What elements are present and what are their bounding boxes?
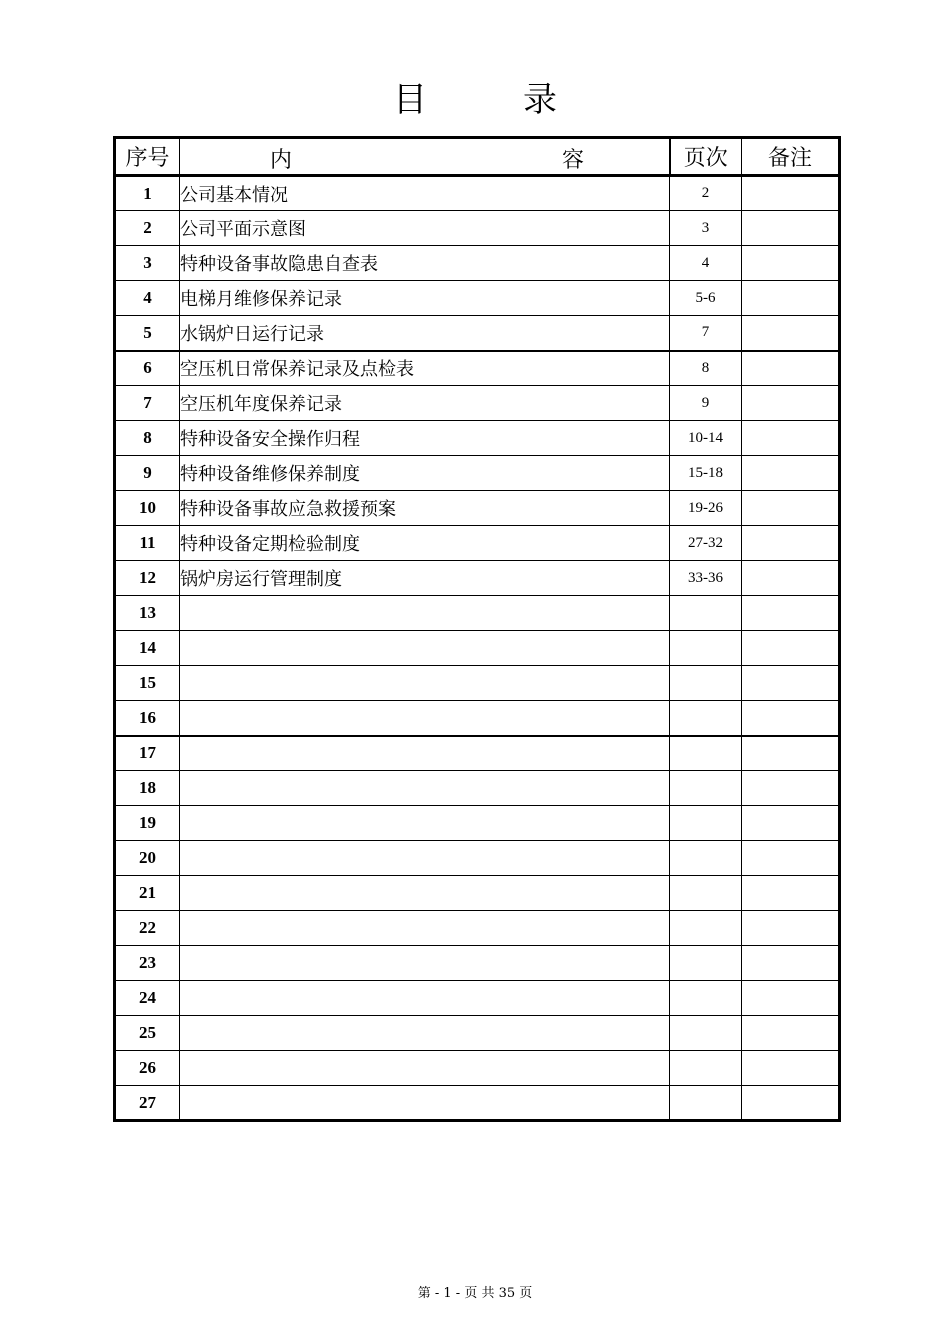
row-note [742, 596, 840, 631]
row-number: 20 [115, 841, 180, 876]
row-content: 特种设备事故应急救援预案 [180, 491, 670, 526]
row-note [742, 246, 840, 281]
table-row [115, 666, 840, 701]
table-row [115, 281, 840, 316]
page-footer: 第 - 1 - 页 共 35 页 [417, 1286, 533, 1301]
row-number: 24 [115, 981, 180, 1016]
row-note [742, 281, 840, 316]
row-content: 特种设备事故隐患自查表 [180, 246, 670, 281]
row-number: 5 [115, 316, 180, 351]
row-note [742, 491, 840, 526]
row-number: 11 [115, 526, 180, 561]
row-content: 公司平面示意图 [180, 211, 670, 246]
row-page: 10-14 [670, 421, 742, 456]
header-content [180, 138, 670, 176]
row-note [742, 666, 840, 701]
row-number: 23 [115, 946, 180, 981]
table-row [115, 176, 840, 211]
row-content [180, 981, 670, 1016]
row-number: 9 [115, 456, 180, 491]
row-note [742, 736, 840, 771]
row-page [670, 1016, 742, 1051]
table-row [115, 981, 840, 1016]
row-content: 空压机日常保养记录及点检表 [180, 351, 670, 386]
row-content [180, 1051, 670, 1086]
row-page [670, 876, 742, 911]
row-note [742, 386, 840, 421]
row-page [670, 1051, 742, 1086]
table-row [115, 946, 840, 981]
row-content [180, 631, 670, 666]
table-row [115, 561, 840, 596]
row-number: 19 [115, 806, 180, 841]
row-content [180, 701, 670, 736]
row-page [670, 771, 742, 806]
row-note [742, 561, 840, 596]
row-number: 7 [115, 386, 180, 421]
row-content: 特种设备维修保养制度 [180, 456, 670, 491]
row-number: 14 [115, 631, 180, 666]
row-page: 5-6 [670, 281, 742, 316]
row-content [180, 876, 670, 911]
row-number: 12 [115, 561, 180, 596]
row-page: 33-36 [670, 561, 742, 596]
row-number: 21 [115, 876, 180, 911]
row-content: 空压机年度保养记录 [180, 386, 670, 421]
row-content [180, 736, 670, 771]
row-number: 15 [115, 666, 180, 701]
row-page [670, 631, 742, 666]
row-number: 27 [115, 1086, 180, 1121]
title-char-1: 目 [393, 80, 427, 120]
row-page: 15-18 [670, 456, 742, 491]
table-row [115, 246, 840, 281]
row-number: 1 [115, 176, 180, 211]
row-page [670, 736, 742, 771]
row-content [180, 596, 670, 631]
row-note [742, 911, 840, 946]
table-row [115, 526, 840, 561]
table-row [115, 351, 840, 386]
row-page [670, 666, 742, 701]
table-row [115, 386, 840, 421]
row-page [670, 981, 742, 1016]
row-number: 22 [115, 911, 180, 946]
row-content [180, 1086, 670, 1121]
row-page: 9 [670, 386, 742, 421]
row-note [742, 211, 840, 246]
row-note [742, 176, 840, 211]
table-row [115, 841, 840, 876]
row-page: 4 [670, 246, 742, 281]
row-note [742, 1016, 840, 1051]
row-page [670, 841, 742, 876]
table-row [115, 421, 840, 456]
row-content: 电梯月维修保养记录 [180, 281, 670, 316]
page-title [0, 78, 950, 122]
row-note [742, 981, 840, 1016]
row-content: 特种设备安全操作归程 [180, 421, 670, 456]
table-row [115, 911, 840, 946]
table-row [115, 1051, 840, 1086]
row-content: 特种设备定期检验制度 [180, 526, 670, 561]
row-content [180, 841, 670, 876]
row-number: 13 [115, 596, 180, 631]
table-row [115, 876, 840, 911]
row-page: 7 [670, 316, 742, 351]
row-page: 2 [670, 176, 742, 211]
header-content-left: 内 [270, 148, 293, 173]
row-number: 2 [115, 211, 180, 246]
table-header-row [115, 138, 840, 176]
row-number: 3 [115, 246, 180, 281]
toc-table [113, 136, 841, 1122]
row-note [742, 1086, 840, 1121]
row-content [180, 666, 670, 701]
row-content: 锅炉房运行管理制度 [180, 561, 670, 596]
row-content [180, 806, 670, 841]
row-number: 16 [115, 701, 180, 736]
row-number: 17 [115, 736, 180, 771]
row-number: 6 [115, 351, 180, 386]
row-note [742, 806, 840, 841]
row-page [670, 1086, 742, 1121]
row-number: 4 [115, 281, 180, 316]
row-note [742, 701, 840, 736]
row-content: 水锅炉日运行记录 [180, 316, 670, 351]
row-content [180, 1016, 670, 1051]
row-content [180, 911, 670, 946]
row-note [742, 421, 840, 456]
table-row [115, 456, 840, 491]
row-number: 26 [115, 1051, 180, 1086]
row-content [180, 946, 670, 981]
table-row [115, 701, 840, 736]
row-note [742, 631, 840, 666]
row-number: 25 [115, 1016, 180, 1051]
header-content-right: 容 [562, 148, 585, 173]
row-note [742, 316, 840, 351]
row-page: 19-26 [670, 491, 742, 526]
row-content [180, 771, 670, 806]
row-content: 公司基本情况 [180, 176, 670, 211]
row-number: 8 [115, 421, 180, 456]
table-row [115, 736, 840, 771]
header-page: 页次 [670, 138, 742, 176]
table-row [115, 596, 840, 631]
header-note: 备注 [742, 138, 840, 176]
row-note [742, 1051, 840, 1086]
table-row [115, 806, 840, 841]
row-page: 27-32 [670, 526, 742, 561]
table-row [115, 771, 840, 806]
row-page: 3 [670, 211, 742, 246]
row-note [742, 841, 840, 876]
row-note [742, 351, 840, 386]
row-note [742, 946, 840, 981]
row-number: 18 [115, 771, 180, 806]
row-note [742, 771, 840, 806]
row-page [670, 701, 742, 736]
table-row [115, 491, 840, 526]
row-note [742, 876, 840, 911]
row-page: 8 [670, 351, 742, 386]
row-note [742, 456, 840, 491]
header-no: 序号 [115, 138, 180, 176]
table-row [115, 316, 840, 351]
table-row [115, 211, 840, 246]
row-page [670, 596, 742, 631]
table-row [115, 1086, 840, 1121]
table-row [115, 1016, 840, 1051]
row-page [670, 946, 742, 981]
row-number: 10 [115, 491, 180, 526]
row-note [742, 526, 840, 561]
row-page [670, 806, 742, 841]
row-page [670, 911, 742, 946]
table-row [115, 631, 840, 666]
title-char-2: 录 [523, 80, 557, 120]
